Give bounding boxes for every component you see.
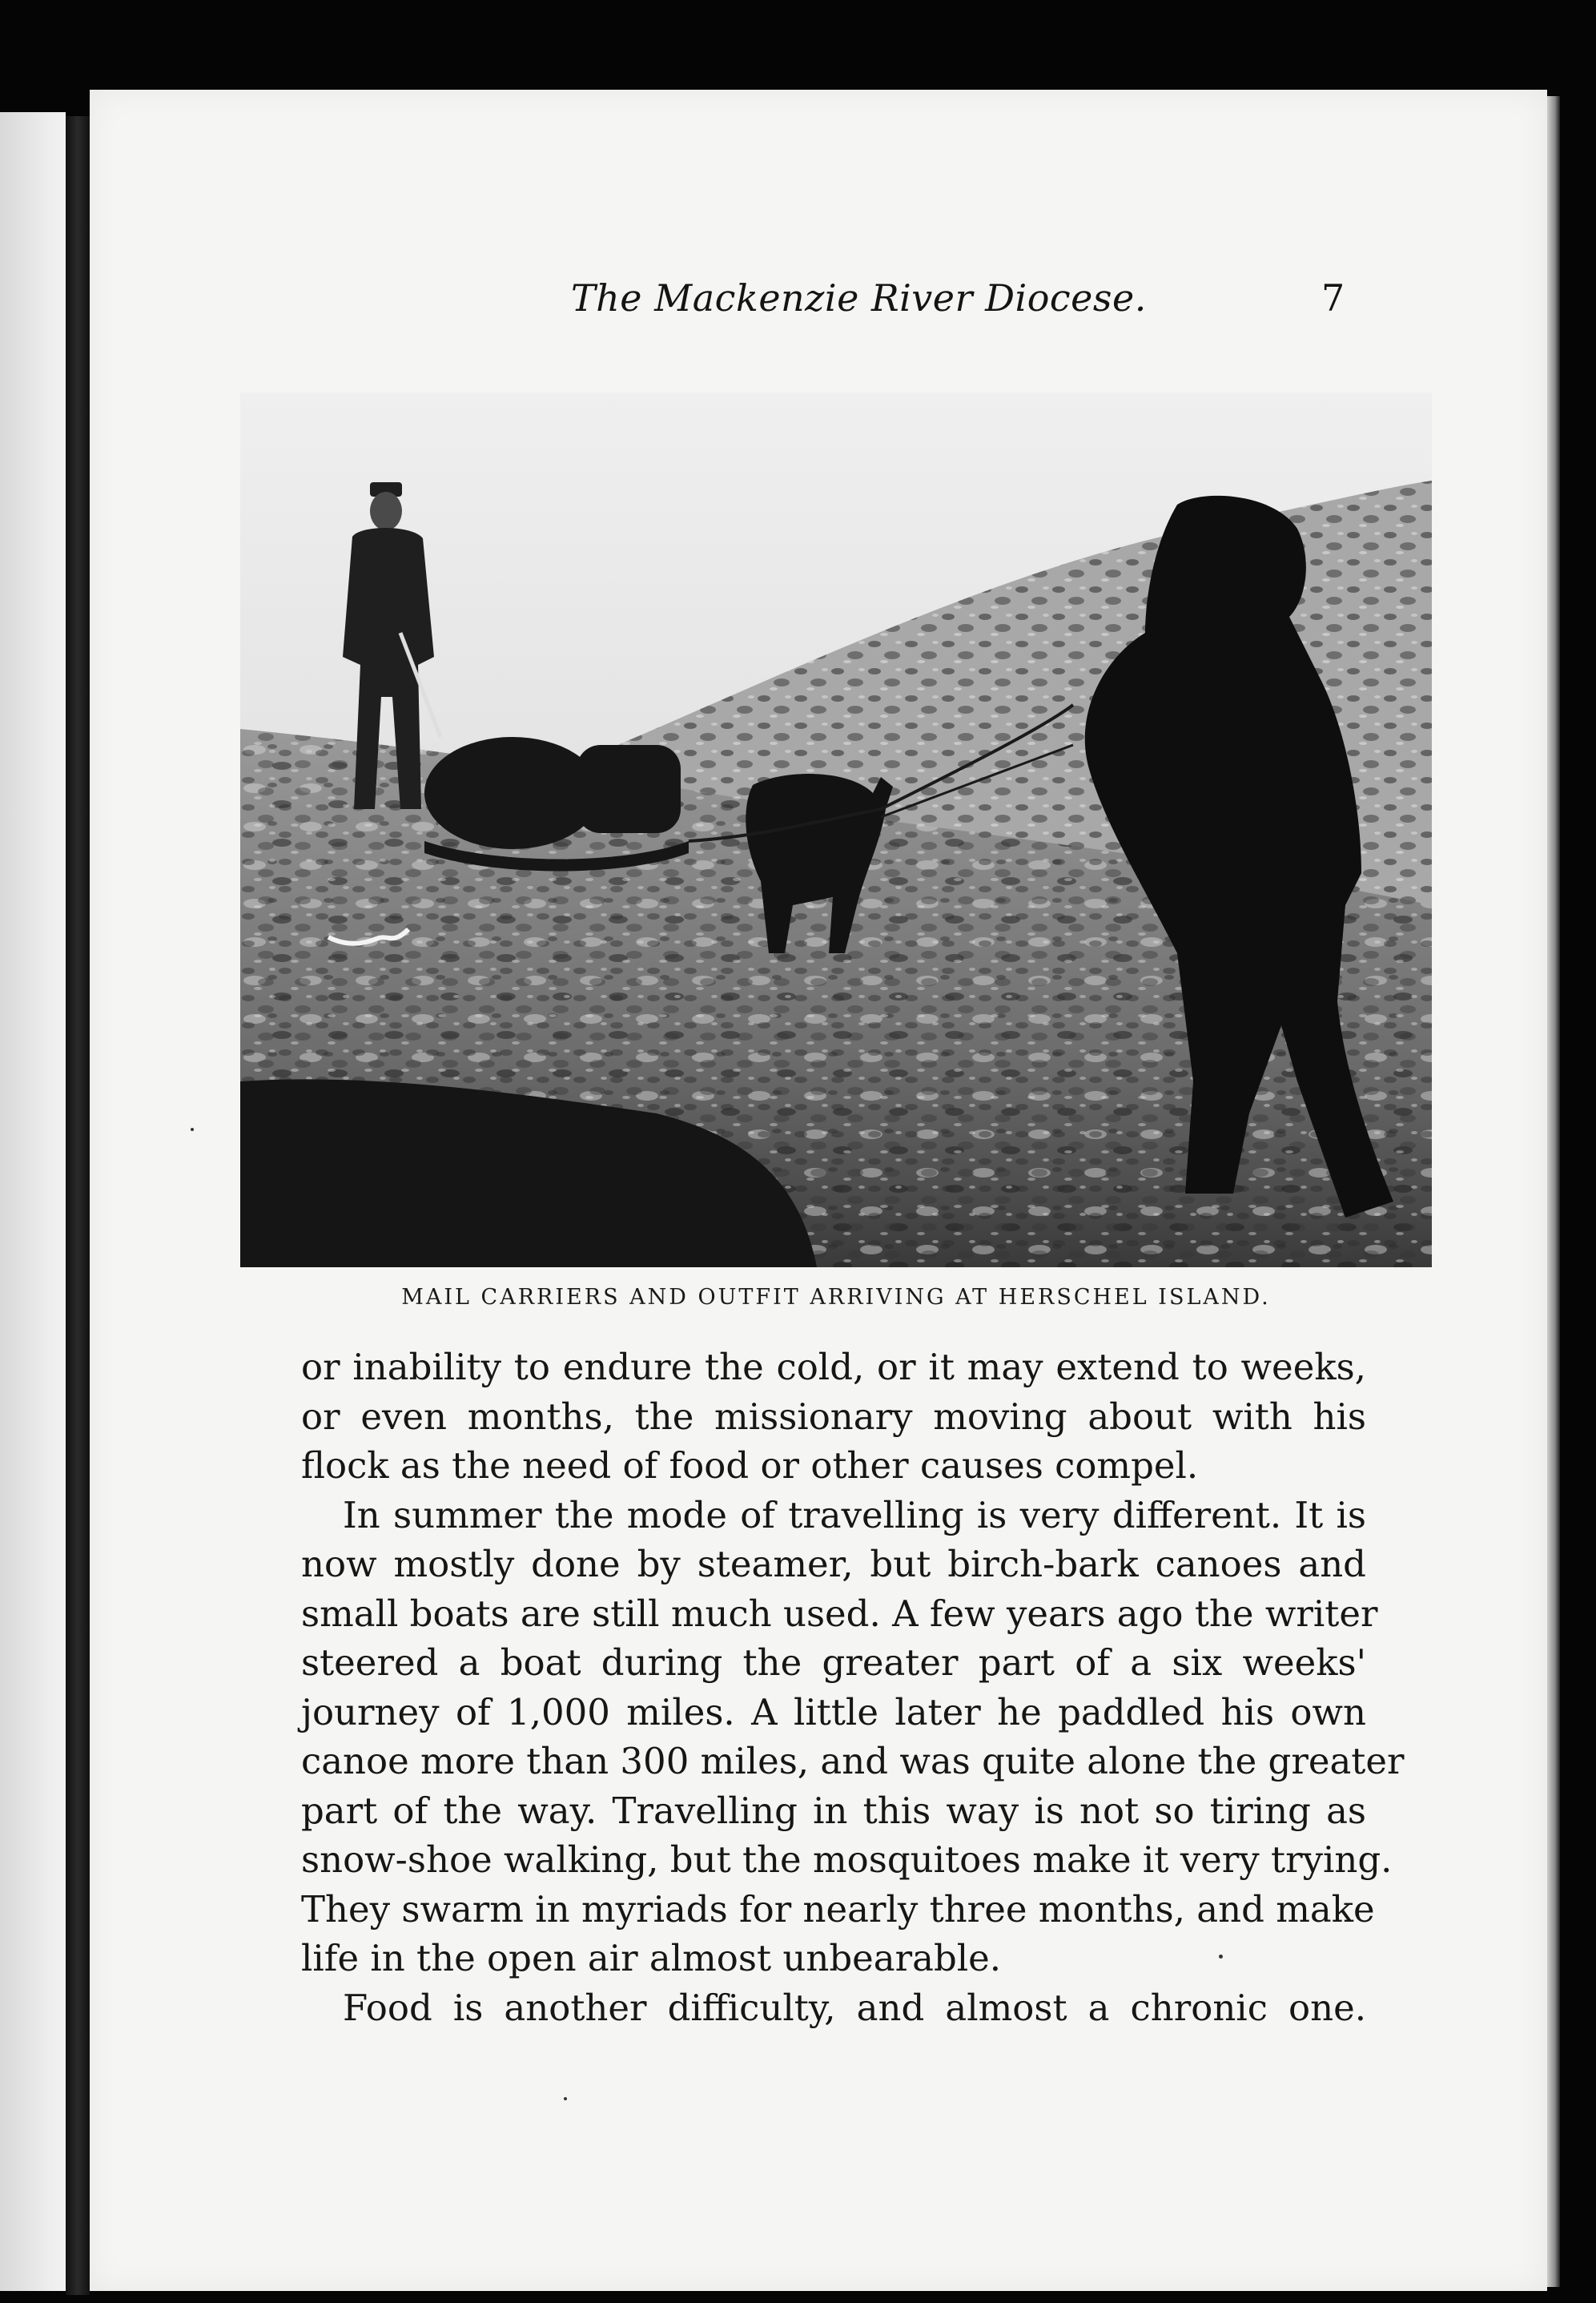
body-text — [301, 1343, 1405, 2032]
halftone-photograph — [240, 393, 1432, 1267]
paper-speck — [191, 1128, 194, 1131]
text-line: now mostly done by steamer, but birch-bark canoes and — [301, 1543, 1366, 1585]
adjacent-page-edge — [0, 112, 66, 2291]
text-line: or inability to endure the cold, or it may extend to weeks, — [301, 1346, 1366, 1388]
text-line: flock as the need of food or other causes compel. — [301, 1444, 1199, 1487]
text-line: snow-shoe walking, but the mosquitoes make it very trying. — [301, 1838, 1393, 1881]
paper-speck — [564, 2097, 567, 2100]
text-line: steered a boat during the greater part of a six weeks' — [301, 1641, 1366, 1684]
text-line: They swarm in myriads for nearly three months, and make — [301, 1887, 1375, 1931]
figure-caption: MAIL CARRIERS AND OUTFIT ARRIVING AT HERSCHEL ISLAND. — [401, 1285, 1271, 1310]
text-line: Food is another difficulty, and almost a chronic one. — [343, 1986, 1366, 2029]
text-line: life in the open air almost unbearable. — [301, 1937, 1002, 1979]
photo-scene — [240, 393, 1432, 1267]
page-right-edge — [1547, 96, 1560, 2287]
book-gutter — [66, 116, 90, 2295]
text-line: part of the way. Travelling in this way is not so tiring as — [301, 1789, 1366, 1832]
running-title: The Mackenzie River Diocese. — [571, 276, 1147, 320]
running-head — [479, 276, 1360, 332]
page-number: 7 — [1321, 276, 1345, 320]
text-line: canoe more than 300 miles, and was quite alone the greater — [301, 1740, 1405, 1782]
text-line: In summer the mode of travelling is very different. It is — [343, 1493, 1366, 1536]
text-line: or even months, the missionary moving about with his — [301, 1395, 1366, 1438]
text-line: small boats are still much used. A few years ago the writer — [301, 1592, 1378, 1635]
paper-speck — [1219, 1955, 1223, 1959]
text-line: journey of 1,000 miles. A little later he paddled his own — [301, 1690, 1366, 1733]
